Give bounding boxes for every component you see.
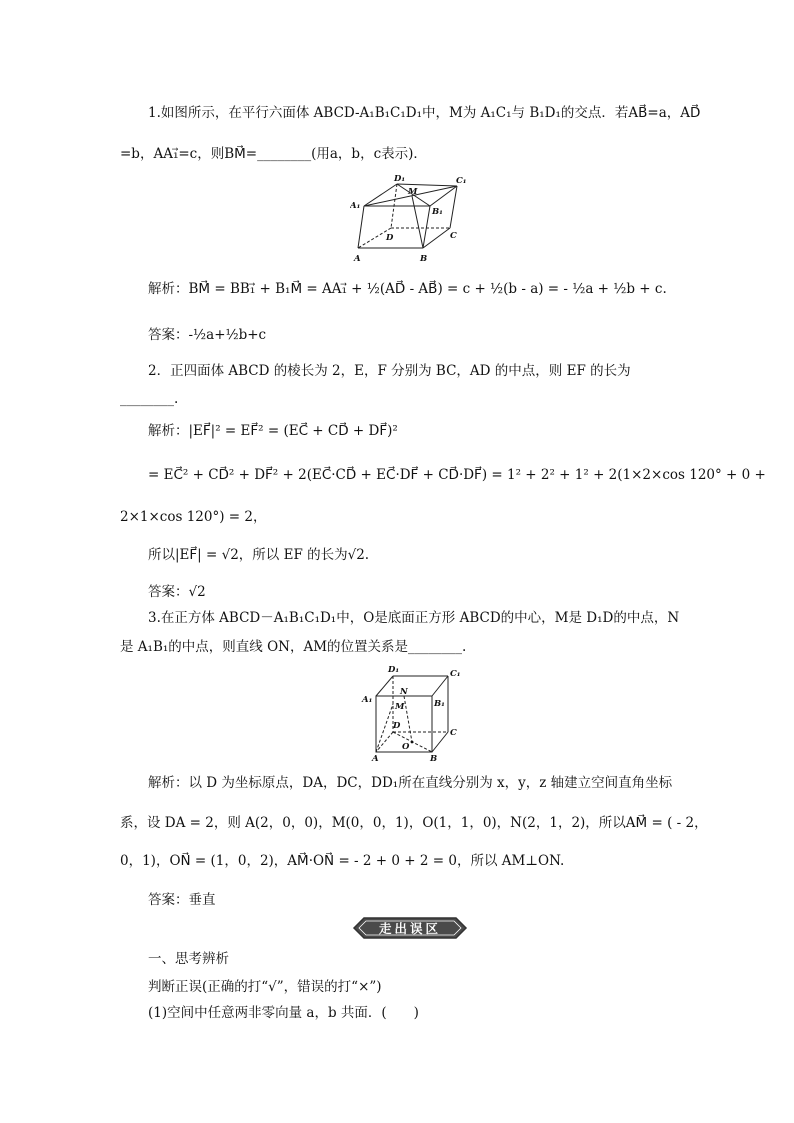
label-d1: D₁ [394, 174, 406, 184]
problem2-sol1: 解析：|EF⃗|² = EF⃗² = (EC⃗ + CD⃗ + DF⃗)² [148, 423, 398, 439]
banner-label: 走出误区 [378, 921, 441, 936]
problem2-answer: 答案：√2 [148, 584, 206, 600]
section-heading: 一、思考辨析 [148, 951, 229, 967]
label-b: B [420, 254, 428, 264]
parallelepiped-figure [350, 172, 480, 264]
problem1-line2: =b，AA₁⃗=c，则BM⃗=________(用a，b，c表示)． [120, 146, 427, 162]
problem2-sol2: = EC⃗² + CD⃗² + DF⃗² + 2(EC⃗·CD⃗ + EC⃗·DF⃗ + CD⃗·DF⃗) = 1² + 2² + 1² + 2(1×2×cos 120° + 0 + [148, 467, 766, 483]
problem1-solution: 解析：BM⃗ = BB₁⃗ + B₁M⃗ = AA₁⃗ + ½(AD⃗ - AB⃗) = c + ½(b - a) = - ½a + ½b + c. [148, 281, 667, 297]
problem2-line2: ________. [120, 391, 179, 407]
section-instruction: 判断正误(正确的打“√”，错误的打“×”) [148, 979, 382, 995]
cube-label-d: D [393, 721, 401, 731]
label-a: A [354, 254, 361, 264]
label-c1: C₁ [456, 176, 467, 186]
problem1-line1: 1.如图所示，在平行六面体 ABCD-A₁B₁C₁D₁中，M为 A₁C₁与 B₁D₁的交点．若AB⃗=a，AD⃗ [148, 105, 701, 121]
label-d: D [386, 233, 394, 243]
label-a1: A₁ [350, 201, 361, 211]
cube-label-c1: C₁ [450, 669, 461, 679]
problem3-line2: 是 A₁B₁的中点，则直线 ON，AM的位置关系是________. [120, 639, 467, 655]
cube-label-a: A [372, 754, 379, 762]
problem3-sol3: 0，1)，ON⃗ = (1，0，2)，AM⃗·ON⃗ = - 2 + 0 + 2 = 0，所以 AM⊥ON. [120, 853, 565, 869]
cube-label-d1: D₁ [388, 665, 400, 675]
problem3-line1: 3.在正方体 ABCD－A₁B₁C₁D₁中，O是底面正方形 ABCD的中心，M是 D₁D的中点，N [148, 610, 680, 626]
cube-figure [358, 662, 468, 762]
section-item1: (1)空间中任意两非零向量 a，b 共面．( ) [148, 1005, 419, 1021]
problem3-answer: 答案：垂直 [148, 892, 216, 908]
cube-label-c: C [450, 728, 457, 738]
problem3-sol2: 系，设 DA = 2，则 A(2，0，0)，M(0，0，1)，O(1，1，0)，N(2，1，2)，所以AM⃗ = ( - 2， [120, 815, 708, 831]
cube-label-a1: A₁ [362, 695, 373, 705]
cube-label-b1: B₁ [434, 699, 445, 709]
problem2-line1: 2．正四面体 ABCD 的棱长为 2，E，F 分别为 BC，AD 的中点，则 EF 的长为 [148, 363, 631, 379]
problem2-sol3: 2×1×cos 120°) = 2， [120, 509, 267, 525]
cube-label-n: N [400, 687, 408, 697]
section-banner [352, 916, 468, 940]
label-m: M [408, 187, 418, 197]
label-b1: B₁ [432, 207, 443, 217]
problem2-sol4: 所以|EF⃗| = √2，所以 EF 的长为√2. [148, 547, 370, 563]
problem1-answer: 答案：-½a+½b+c [148, 327, 267, 343]
problem3-sol1: 解析：以 D 为坐标原点，DA，DC，DD₁所在直线分别为 x，y，z 轴建立空间直角坐标 [148, 775, 673, 791]
cube-label-b: B [430, 754, 438, 762]
cube-label-o: O [402, 742, 410, 752]
label-c: C [450, 231, 457, 241]
cube-label-m: M [395, 702, 405, 712]
